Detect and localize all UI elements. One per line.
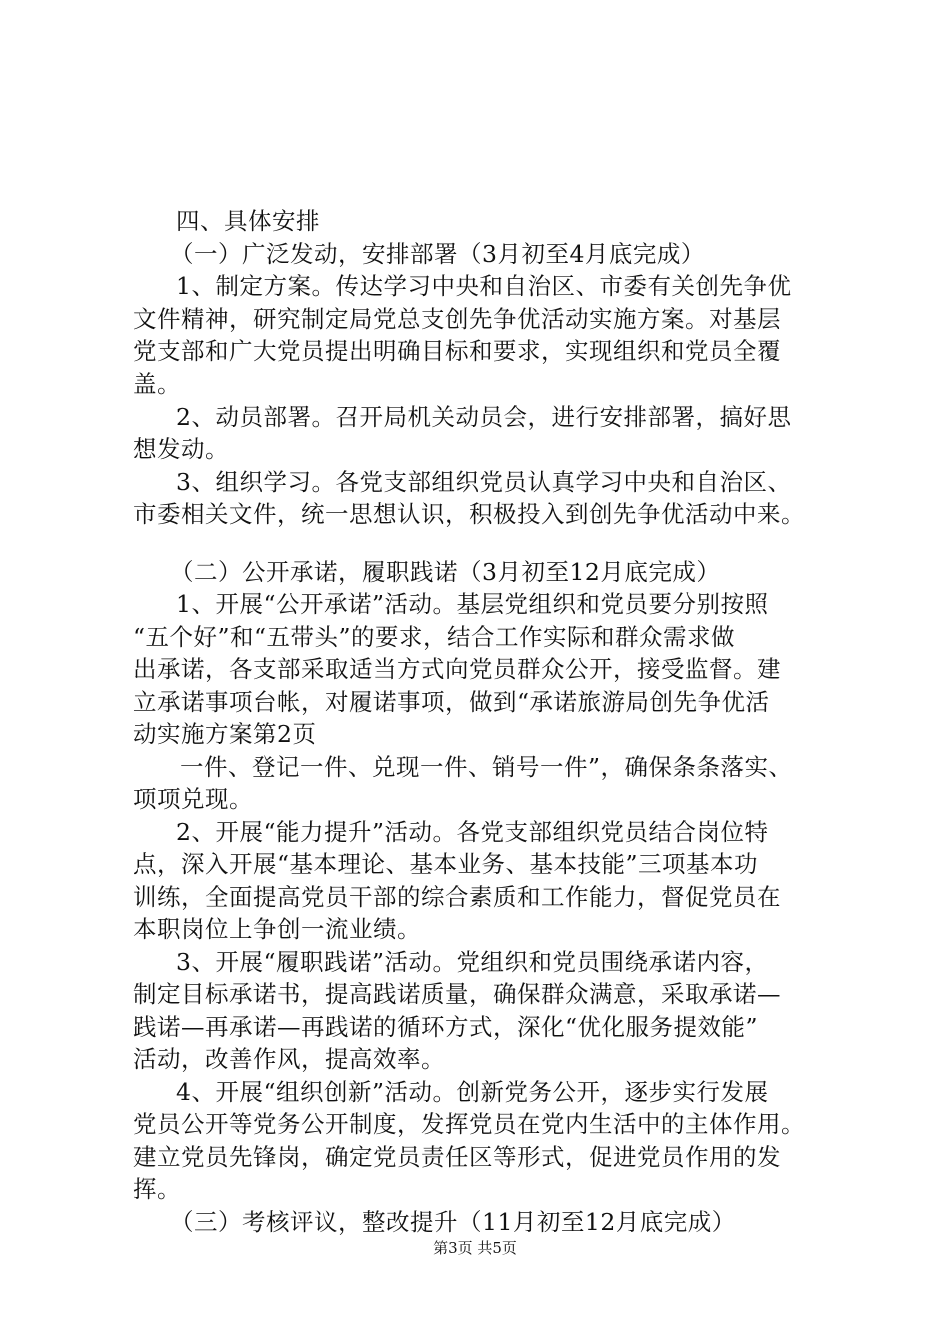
body-line: “五个好”和“五带头”的要求，结合工作实际和群众需求做 [133, 623, 736, 651]
body-line: 训练，全面提高党员干部的综合素质和工作能力，督促党员在 [133, 883, 781, 911]
body-line: 党支部和广大党员提出明确目标和要求，实现组织和党员全覆 [133, 337, 781, 365]
body-line: 市委相关文件，统一思想认识，积极投入到创先争优活动中来。 [133, 500, 805, 528]
subsection-heading: （三）考核评议，整改提升（11月初至12月底完成） [170, 1208, 736, 1236]
body-line: 4、开展“组织创新”活动。创新党务公开，逐步实行发展 [176, 1078, 769, 1106]
body-line: 出承诺，各支部采取适当方式向党员群众公开，接受监督。建 [133, 655, 781, 683]
body-line: 点，深入开展“基本理论、基本业务、基本技能”三项基本功 [133, 850, 759, 878]
body-line: 本职岗位上争创一流业绩。 [133, 915, 421, 943]
body-line: 1、制定方案。传达学习中央和自治区、市委有关创先争优 [176, 272, 792, 300]
body-line: 项项兑现。 [133, 785, 253, 813]
body-line: 活动，改善作风，提高效率。 [133, 1045, 445, 1073]
page-number: 第3页 共5页 [433, 1239, 517, 1257]
body-line: 盖。 [133, 370, 181, 398]
body-line: 立承诺事项台帐，对履诺事项，做到“承诺旅游局创先争优活 [133, 688, 770, 716]
body-line: 2、动员部署。召开局机关动员会，进行安排部署，搞好思 [176, 403, 792, 431]
body-line: 一件、登记一件、兑现一件、销号一件”，确保条条落实、 [180, 753, 793, 781]
body-line: 建立党员先锋岗，确定党员责任区等形式，促进党员作用的发 [133, 1143, 781, 1171]
body-line: 动实施方案第2页 [133, 720, 317, 748]
body-line: 1、开展“公开承诺”活动。基层党组织和党员要分别按照 [176, 590, 769, 618]
body-line: 挥。 [133, 1175, 181, 1203]
body-line: 制定目标承诺书，提高践诺质量，确保群众满意，采取承诺— [133, 980, 781, 1008]
section-heading: 四、具体安排 [176, 207, 320, 235]
body-line: 3、组织学习。各党支部组织党员认真学习中央和自治区、 [176, 468, 792, 496]
subsection-heading: （二）公开承诺，履职践诺（3月初至12月底完成） [170, 558, 721, 586]
body-line: 2、开展“能力提升”活动。各党支部组织党员结合岗位特 [176, 818, 769, 846]
body-line: 文件精神，研究制定局党总支创先争优活动实施方案。对基层 [133, 305, 781, 333]
body-line: 践诺—再承诺—再践诺的循环方式，深化“优化服务提效能” [133, 1013, 759, 1041]
body-line: 党员公开等党务公开制度，发挥党员在党内生活中的主体作用。 [133, 1110, 805, 1138]
body-line: 3、开展“履职践诺”活动。党组织和党员围绕承诺内容， [176, 948, 769, 976]
body-line: 想发动。 [133, 435, 229, 463]
subsection-heading: （一）广泛发动，安排部署（3月初至4月底完成） [170, 240, 705, 268]
